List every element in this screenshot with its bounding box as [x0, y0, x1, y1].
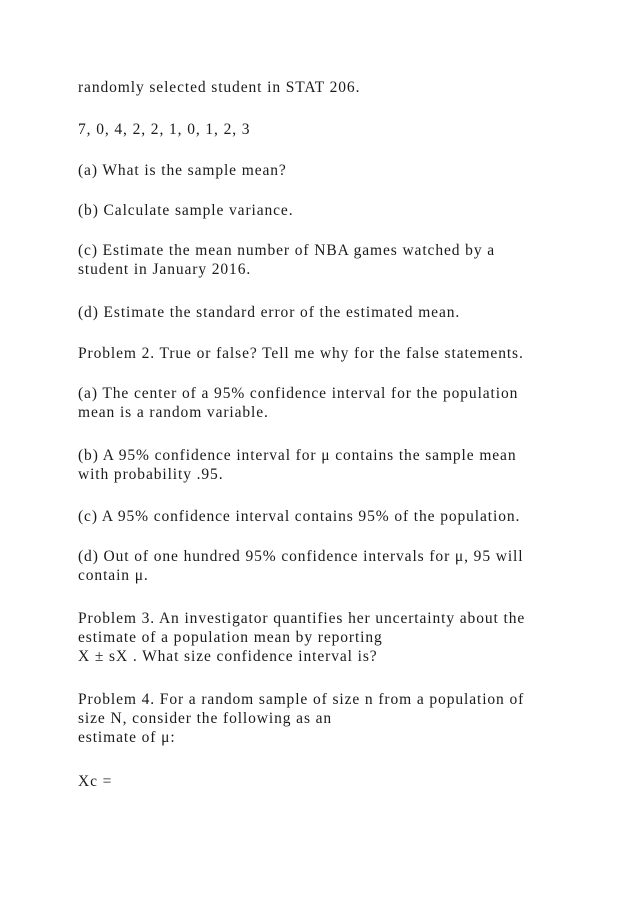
- intro-text: [78, 78, 568, 97]
- question-1d: [78, 303, 568, 322]
- question-1a: [78, 161, 568, 180]
- text-line: with probability .95.: [78, 466, 224, 483]
- question-1b: [78, 201, 568, 220]
- text-line: (c) A 95% confidence interval contains 95% of the population.: [78, 508, 521, 525]
- text-line: Xc =: [78, 773, 113, 790]
- text-line: contain μ.: [78, 567, 149, 584]
- estimator-formula: [78, 772, 568, 791]
- text-line: (d) Estimate the standard error of the estimated mean.: [78, 304, 461, 321]
- text-line: student in January 2016.: [78, 261, 252, 278]
- text-line: Problem 2. True or false? Tell me why for the false statements.: [78, 345, 524, 362]
- text-line: X ± sX . What size confidence interval is?: [78, 648, 378, 665]
- text-line: mean is a random variable.: [78, 404, 269, 421]
- text-line: (c) Estimate the mean number of NBA games watched by a: [78, 242, 496, 259]
- text-line: estimate of a population mean by reporting: [78, 629, 383, 646]
- question-2c: [78, 507, 568, 526]
- text-line: (a) The center of a 95% confidence interval for the population: [78, 385, 519, 402]
- question-2b: [78, 446, 568, 484]
- text-line: estimate of μ:: [78, 729, 176, 746]
- data-values: [78, 120, 568, 139]
- question-2d: [78, 547, 568, 585]
- problem-4: [78, 690, 568, 747]
- text-line: 7, 0, 4, 2, 2, 1, 0, 1, 2, 3: [78, 121, 251, 138]
- text-line: randomly selected student in STAT 206.: [78, 79, 361, 96]
- problem-2-heading: [78, 344, 568, 363]
- text-line: Problem 3. An investigator quantifies her uncertainty about the: [78, 610, 526, 627]
- problem-3: [78, 609, 568, 666]
- text-line: size N, consider the following as an: [78, 710, 333, 727]
- text-line: (d) Out of one hundred 95% confidence intervals for μ, 95 will: [78, 548, 524, 565]
- text-line: (b) A 95% confidence interval for μ contains the sample mean: [78, 447, 517, 464]
- question-2a: [78, 384, 568, 422]
- question-1c: [78, 241, 568, 279]
- text-line: (a) What is the sample mean?: [78, 162, 287, 179]
- text-line: (b) Calculate sample variance.: [78, 202, 294, 219]
- text-line: Problem 4. For a random sample of size n from a population of: [78, 691, 525, 708]
